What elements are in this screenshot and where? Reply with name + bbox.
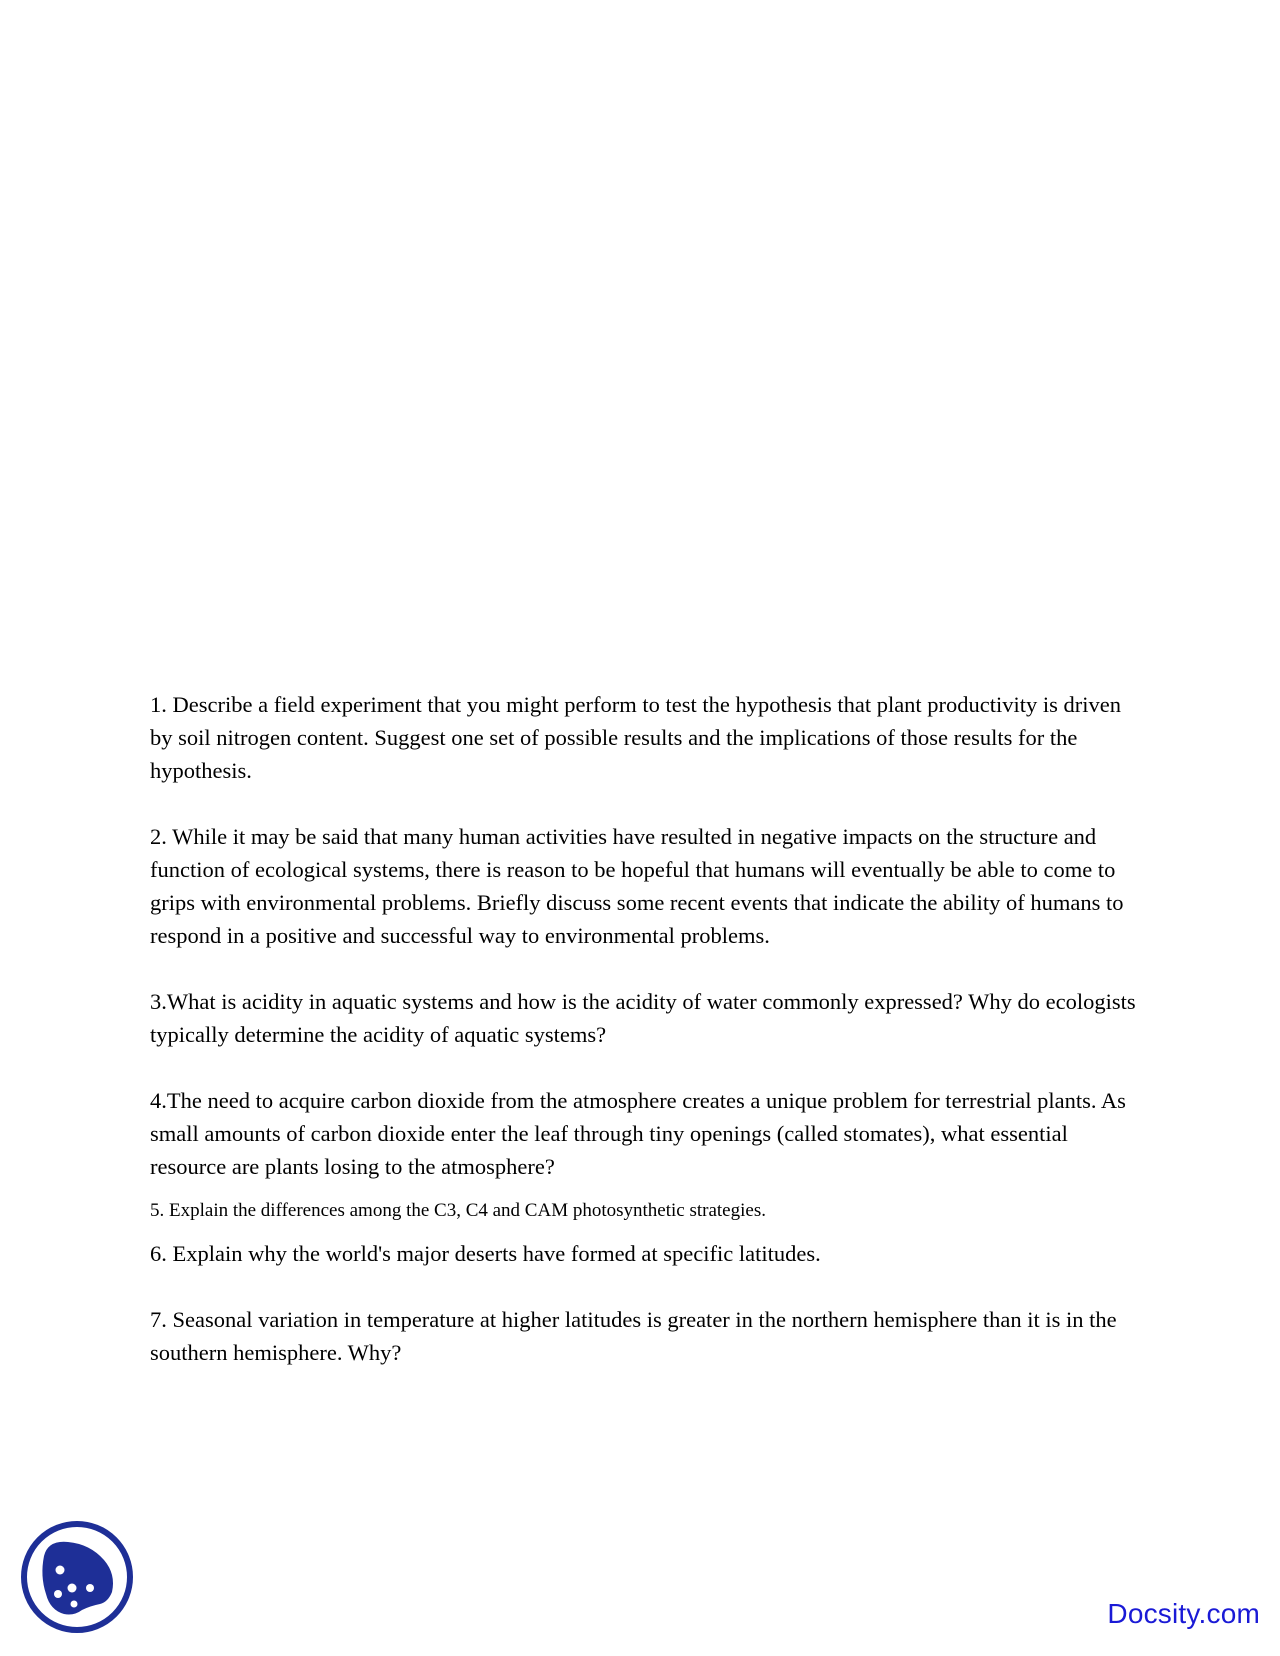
- question-2: 2. While it may be said that many human activities have resulted in negative impacts on the structure and function of ecological systems, there is reason to be hopeful that humans will eventually be able to come to grips with environmental problems. Briefly discuss some recent events that indicate the ability of humans to respond in a positive and successful way to environmental problems.: [150, 824, 1124, 948]
- docsity-logo-icon: [20, 1520, 134, 1634]
- question-7: 7. Seasonal variation in temperature at higher latitudes is greater in the northern hemisphere than it is in the southern hemisphere. Why?: [150, 1307, 1117, 1365]
- question-list: [150, 688, 1140, 1369]
- question-4: 4.The need to acquire carbon dioxide from the atmosphere creates a unique problem for terrestrial plants. As small amounts of carbon dioxide enter the leaf through tiny openings (called stomates), what essential resource are plants losing to the atmosphere?: [150, 1088, 1126, 1179]
- question-3: 3.What is acidity in aquatic systems and how is the acidity of water commonly expressed? Why do ecologists typically determine the acidity of aquatic systems?: [150, 989, 1136, 1047]
- docsity-brand-text[interactable]: Docsity.com: [1107, 1598, 1260, 1629]
- question-6: 6. Explain why the world's major deserts have formed at specific latitudes.: [150, 1241, 821, 1266]
- question-5: 5. Explain the differences among the C3, C4 and CAM photosynthetic strategies.: [150, 1200, 766, 1221]
- question-1: 1. Describe a field experiment that you might perform to test the hypothesis that plant productivity is driven by soil nitrogen content. Suggest one set of possible results and the implications of those results for the hypothesis.: [150, 692, 1122, 783]
